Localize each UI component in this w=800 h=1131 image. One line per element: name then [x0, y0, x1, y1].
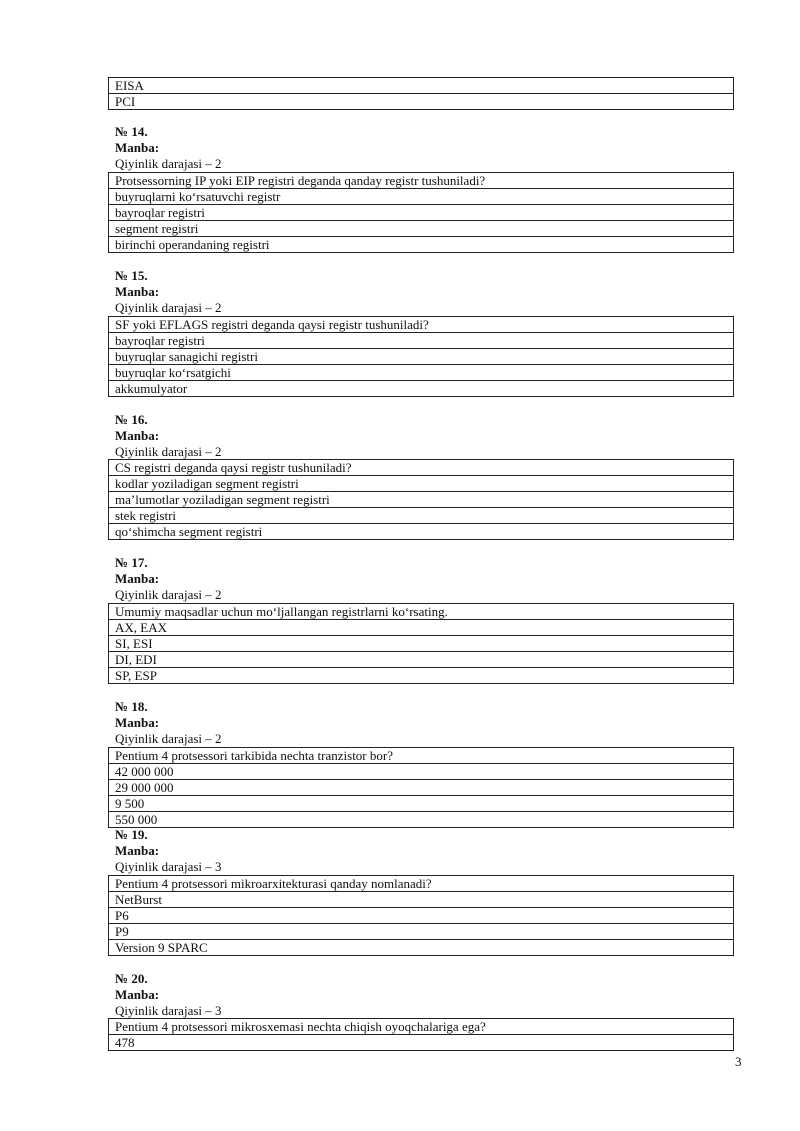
answer-row: NetBurst	[109, 892, 733, 908]
question-number: № 18.	[115, 699, 148, 714]
answer-row: P9	[109, 924, 733, 940]
answer-row: bayroqlar registri	[109, 205, 733, 221]
answer-row: bayroqlar registri	[109, 333, 733, 349]
answer-row: qo‘shimcha segment registri	[109, 524, 733, 540]
source-label: Manba:	[115, 140, 160, 155]
question-header-20	[115, 971, 735, 1019]
question-table-14	[108, 172, 734, 253]
question-header-19	[115, 827, 735, 875]
question-number: № 20.	[115, 971, 148, 986]
question-number: № 16.	[115, 412, 148, 427]
answer-row: kodlar yoziladigan segment registri	[109, 476, 733, 492]
answer-row: P6	[109, 908, 733, 924]
question-header-14	[115, 124, 735, 172]
answer-row: birinchi operandaning registri	[109, 237, 733, 253]
answer-row: 29 000 000	[109, 780, 733, 796]
question-text: CS registri deganda qaysi registr tushuniladi?	[109, 460, 733, 476]
difficulty-level: Qiyinlik darajasi – 2	[115, 731, 222, 746]
difficulty-level: Qiyinlik darajasi – 2	[115, 444, 222, 459]
question-header-15	[115, 268, 735, 316]
question-text: Pentium 4 protsessori tarkibida nechta tranzistor bor?	[109, 748, 733, 764]
question-text: Pentium 4 protsessori mikroarxitekturasi qanday nomlanadi?	[109, 876, 733, 892]
question-number: № 14.	[115, 124, 148, 139]
answer-row: PCI	[109, 94, 733, 110]
answer-row: AX, EAX	[109, 620, 733, 636]
answer-row: 478	[109, 1035, 733, 1051]
difficulty-level: Qiyinlik darajasi – 3	[115, 1003, 222, 1018]
answer-row: akkumulyator	[109, 381, 733, 397]
difficulty-level: Qiyinlik darajasi – 2	[115, 587, 222, 602]
answer-row: stek registri	[109, 508, 733, 524]
source-label: Manba:	[115, 843, 160, 858]
answer-row: SP, ESP	[109, 668, 733, 684]
answer-row: DI, EDI	[109, 652, 733, 668]
question-number: № 19.	[115, 827, 148, 842]
question-header-18	[115, 699, 735, 747]
difficulty-level: Qiyinlik darajasi – 3	[115, 859, 222, 874]
answer-row: ma’lumotlar yoziladigan segment registri	[109, 492, 733, 508]
question-table-16	[108, 459, 734, 540]
question-text: Pentium 4 protsessori mikrosxemasi nechta chiqish oyoqchalariga ega?	[109, 1019, 733, 1035]
source-label: Manba:	[115, 428, 160, 443]
answer-row: buyruqlarni ko‘rsatuvchi registr	[109, 189, 733, 205]
answer-row: EISA	[109, 78, 733, 94]
question-text: Umumiy maqsadlar uchun mo‘ljallangan registrlarni ko‘rsating.	[109, 604, 733, 620]
answer-row: 550 000	[109, 812, 733, 828]
answer-row: segment registri	[109, 221, 733, 237]
answer-row: 9 500	[109, 796, 733, 812]
question-table-18	[108, 747, 734, 828]
difficulty-level: Qiyinlik darajasi – 2	[115, 300, 222, 315]
answer-row: 42 000 000	[109, 764, 733, 780]
question-table-17	[108, 603, 734, 684]
source-label: Manba:	[115, 284, 160, 299]
source-label: Manba:	[115, 987, 160, 1002]
answer-table-continued	[108, 77, 734, 110]
question-text: Protsessorning IP yoki EIP registri deganda qanday registr tushuniladi?	[109, 173, 733, 189]
question-header-16	[115, 412, 735, 460]
question-table-20	[108, 1018, 734, 1051]
difficulty-level: Qiyinlik darajasi – 2	[115, 156, 222, 171]
question-table-15	[108, 316, 734, 397]
page-number: 3	[735, 1054, 742, 1069]
answer-row: buyruqlar sanagichi registri	[109, 349, 733, 365]
answer-row: Version 9 SPARC	[109, 940, 733, 956]
question-text: SF yoki EFLAGS registri deganda qaysi registr tushuniladi?	[109, 317, 733, 333]
question-number: № 17.	[115, 555, 148, 570]
question-table-19	[108, 875, 734, 956]
source-label: Manba:	[115, 571, 160, 586]
question-number: № 15.	[115, 268, 148, 283]
source-label: Manba:	[115, 715, 160, 730]
answer-row: buyruqlar ko‘rsatgichi	[109, 365, 733, 381]
question-header-17	[115, 555, 735, 603]
answer-row: SI, ESI	[109, 636, 733, 652]
